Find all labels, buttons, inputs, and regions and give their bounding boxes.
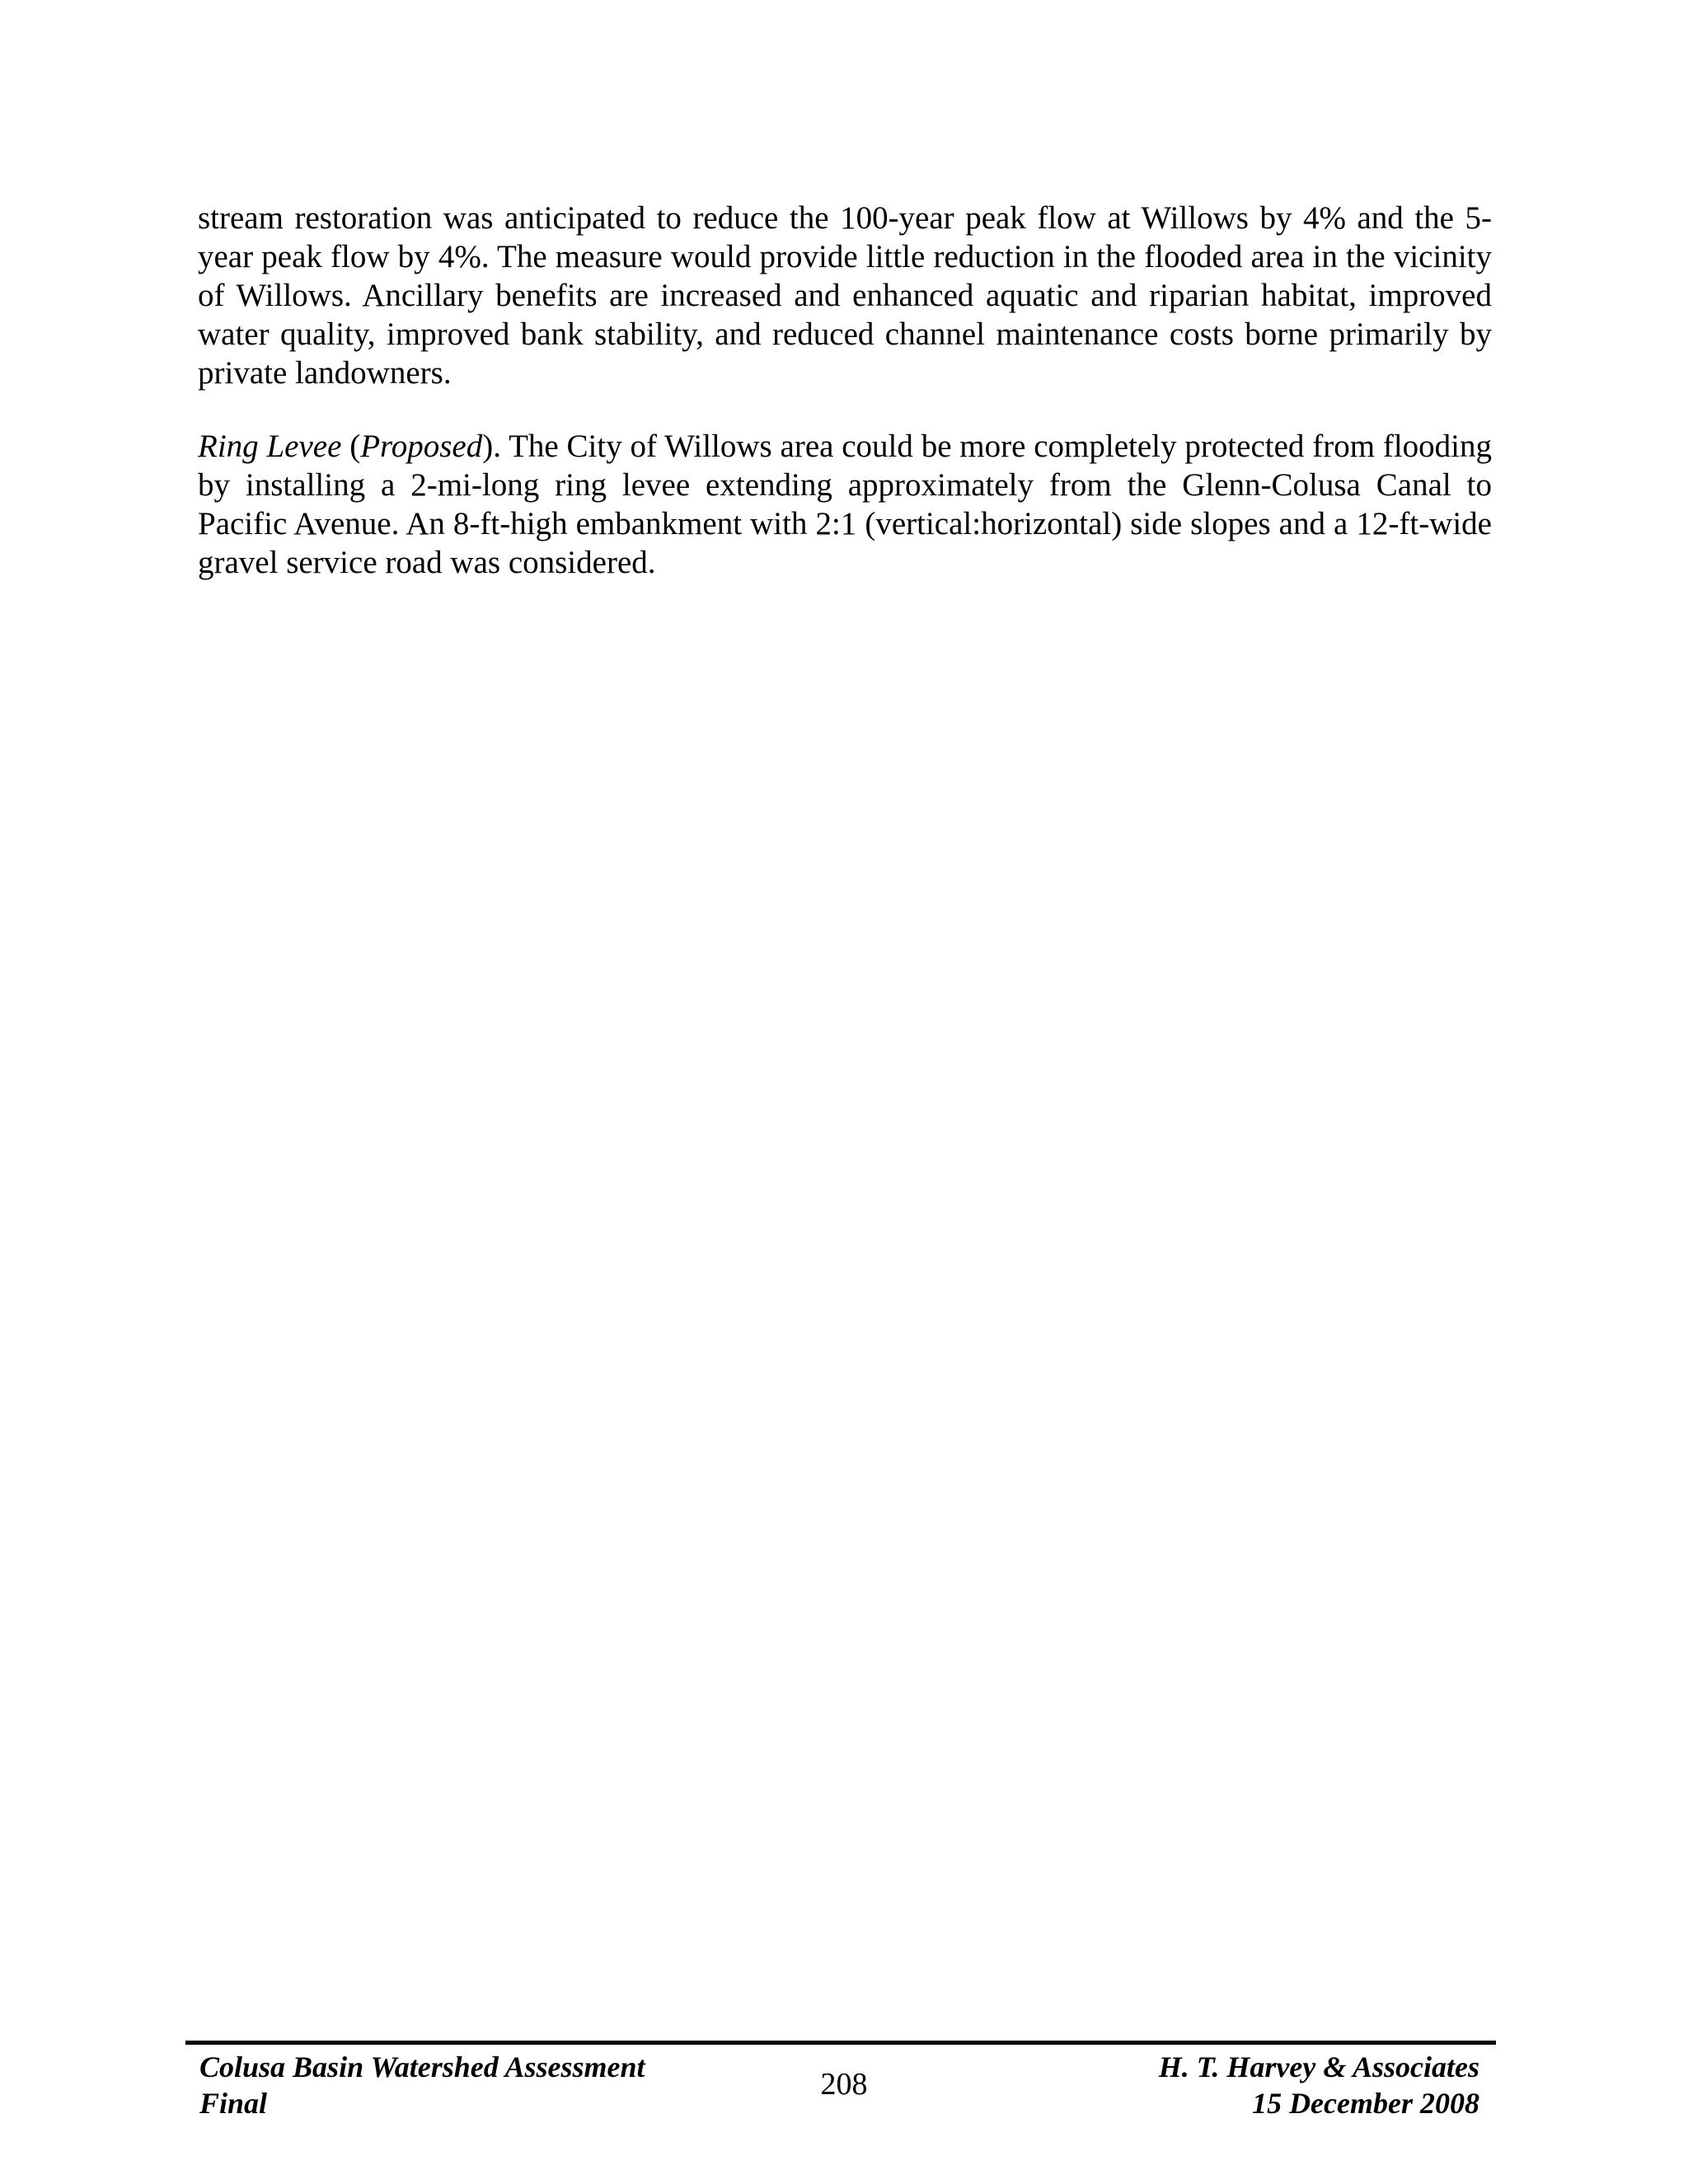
- paragraph-status-close: ).: [482, 429, 501, 464]
- footer-report-title: Colusa Basin Watershed Assessment: [199, 2050, 645, 2083]
- footer-divider: [185, 2041, 1496, 2045]
- footer-right: [1159, 2049, 1479, 2121]
- footer-date: 15 December 2008: [1252, 2087, 1479, 2120]
- ring-levee-paragraph: [198, 427, 1492, 582]
- paragraph-body-text: The City of Willows area could be more completely protected from flooding by installing a 2-mi-long ring levee extending approximately from the Glenn-Colusa Canal to Pacific Avenue. An 8-ft-high embankment with 2:1 (vertical:horizontal) side slopes and a 12-ft-wide gravel service road was considered.: [198, 429, 1492, 580]
- paragraph-heading: Ring Levee: [198, 429, 342, 464]
- page-number: 208: [820, 2067, 868, 2102]
- paragraph-status: Proposed: [360, 429, 483, 464]
- footer-report-status: Final: [199, 2087, 268, 2120]
- paragraph-status-open: (: [341, 429, 361, 464]
- footer-author: H. T. Harvey & Associates: [1158, 2050, 1479, 2083]
- body-paragraph: stream restoration was anticipated to reduce the 100-year peak flow at Willows by 4% and the 5-year peak flow by 4%. The measure would provide little reduction in the flooded area in the vicinity of Willows. Ancillary benefits are increased and enhanced aquatic and riparian habitat, improved water quality, improved bank stability, and reduced channel maintenance costs borne primarily by private landowners.: [198, 200, 1492, 391]
